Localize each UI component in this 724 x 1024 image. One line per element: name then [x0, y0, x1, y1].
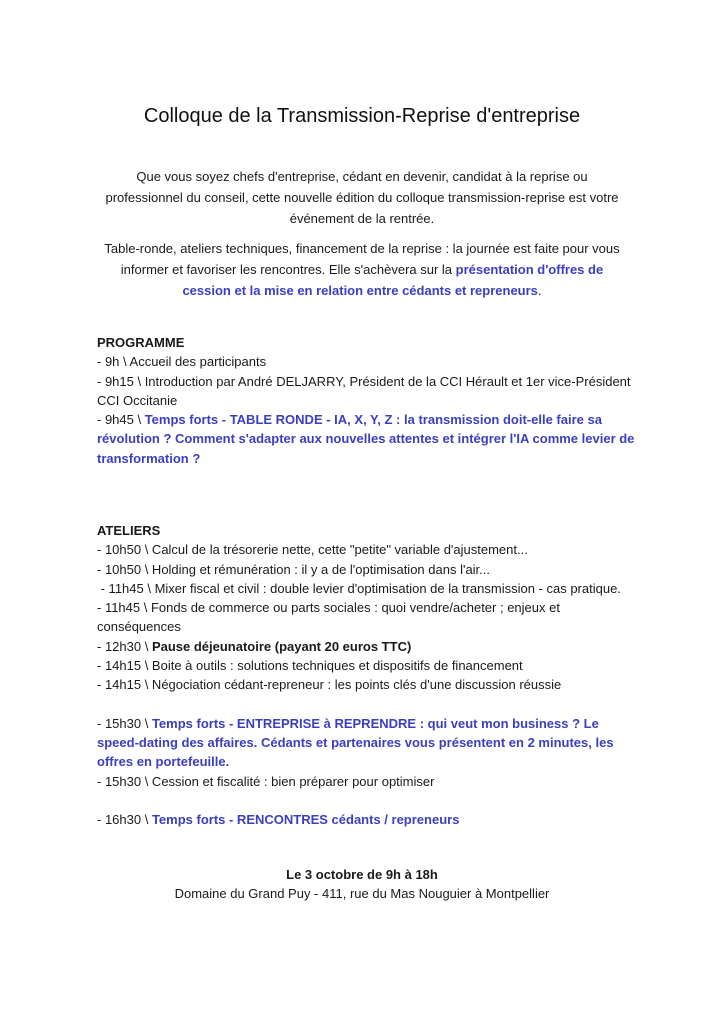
intro-end: . [537, 283, 542, 298]
ateliers-heading: ATELIERS [97, 523, 161, 538]
atelier-item: - 11h45 \ Mixer fiscal et civil : double levier d'optimisation de la transmission - cas pratique. [97, 580, 621, 596]
programme-item: - 9h \ Accueil des participants [97, 354, 267, 370]
event-location: Domaine du Grand Puy - 411, rue du Mas Nouguier à Montpellier [174, 886, 550, 901]
atelier-item-highlight: Temps forts - RENCONTRES cédants / repreneurs [151, 811, 460, 827]
atelier-item: - 10h50 \ Holding et rémunération : il y a de l'optimisation dans l'air... [97, 561, 491, 577]
atelier-item-highlight: Temps forts - ENTREPRISE à REPRENDRE : qui veut mon business ? Le speed-dating des affaires. Cédants et partenaires vous présentent en 2 minutes, les offres en portefeuille. [97, 715, 614, 770]
intro-paragraph-2 [96, 238, 628, 301]
programme-item-time: - 9h45 \ [97, 412, 145, 428]
atelier-item: - 14h15 \ Boite à outils : solutions techniques et dispositifs de financement [97, 658, 523, 674]
atelier-item: - 15h30 \ Cession et fiscalité : bien préparer pour optimiser [97, 773, 435, 789]
intro-text: Table-ronde, ateliers techniques, financement de la reprise : la journée est faite pour vous informer et favoriser les rencontres. Elle s'achèvera sur la [104, 241, 620, 277]
programme-item [97, 410, 637, 468]
intro-paragraph-1: Que vous soyez chefs d'entreprise, cédant en devenir, candidat à la reprise ou professionnel du conseil, cette nouvelle édition du colloque transmission-reprise est votre événement de la rentrée. [105, 169, 619, 226]
page-title: Colloque de la Transmission-Reprise d'entreprise [143, 105, 581, 127]
spacer [97, 695, 637, 714]
intro-highlight: présentation d'offres de cession et la mise en relation entre cédants et repreneurs [182, 262, 604, 298]
atelier-item: - 10h50 \ Calcul de la trésorerie nette, cette "petite" variable d'ajustement... [97, 542, 528, 558]
atelier-item-pause: Pause déjeunatoire (payant 20 euros TTC) [151, 638, 412, 654]
spacer [97, 791, 637, 810]
ateliers-section [97, 521, 637, 829]
event-date: Le 3 octobre de 9h à 18h [286, 867, 438, 882]
atelier-item [97, 714, 637, 772]
atelier-item: - 11h45 \ Fonds de commerce ou parts sociales : quoi vendre/acheter ; enjeux et conséquences [97, 600, 560, 635]
atelier-item: - 14h15 \ Négociation cédant-repreneur : les points clés d'une discussion réussie [97, 677, 562, 693]
programme-heading: PROGRAMME [97, 335, 185, 350]
atelier-item-time: - 15h30 \ [97, 715, 152, 731]
atelier-item-time: - 16h30 \ [97, 811, 152, 827]
programme-section [97, 333, 637, 468]
atelier-item-time: - 12h30 \ [97, 638, 152, 654]
atelier-item [97, 810, 637, 829]
programme-item-highlight: Temps forts - TABLE RONDE - IA, X, Y, Z : la transmission doit-elle faire sa révolution ? Comment s'adapter aux nouvelles attentes et intégrer l'IA comme levier de transformation ? [97, 412, 635, 466]
atelier-item [97, 637, 637, 656]
programme-item: - 9h15 \ Introduction par André DELJARRY, Président de la CCI Hérault et 1er vice-Président CCI Occitanie [97, 373, 631, 408]
